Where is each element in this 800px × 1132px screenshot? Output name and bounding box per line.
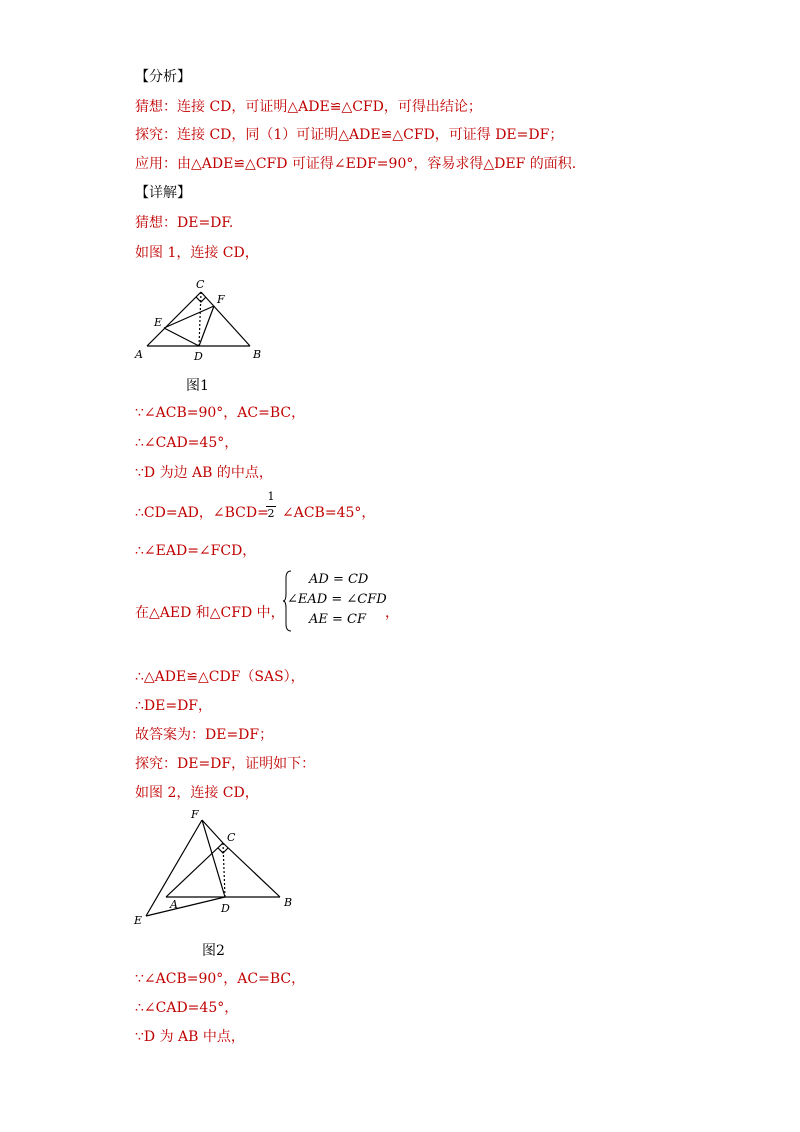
text-line: ∵∠ACB=90°，AC=BC，	[135, 971, 306, 987]
segment-ed	[146, 897, 225, 916]
heading-solution: 【详解】	[135, 185, 191, 201]
label-a: A	[170, 898, 178, 911]
text-line: 如图 1，连接 CD，	[135, 245, 259, 261]
label-f: F	[191, 808, 199, 821]
segment-cb	[201, 292, 250, 346]
text-line: ∴△ADE≌△CDF（SAS），	[135, 669, 305, 685]
text-line: 故答案为：DE=DF；	[135, 727, 274, 743]
label-c: C	[227, 831, 236, 844]
label-f: F	[217, 293, 225, 306]
text-line: 猜想：连接 CD，可证明△ADE≌△CFD，可得出结论；	[135, 99, 482, 115]
text-line: 猜想：DE=DF.	[135, 215, 234, 231]
figure-1-diagram	[132, 275, 282, 370]
label-c: C	[196, 278, 205, 291]
text-line: ∴DE=DF，	[135, 698, 213, 714]
label-b: B	[284, 896, 293, 909]
segment-ac	[166, 843, 223, 897]
figure-2-diagram	[130, 806, 300, 931]
text-line: 在△AED 和△CFD 中，	[135, 605, 285, 621]
figure-1-caption: 图1	[186, 378, 209, 394]
text-line: ，	[385, 605, 399, 621]
text-line: 如图 2，连接 CD，	[135, 785, 259, 801]
text-line: ∵∠ACB=90°，AC=BC，	[135, 405, 306, 421]
label-b: B	[253, 348, 262, 361]
label-e: E	[134, 914, 143, 927]
text-line: ∵D 为 AB 中点，	[135, 1029, 245, 1045]
fraction-denominator: 2	[267, 507, 275, 520]
text-line: 探究：DE=DF，证明如下：	[135, 756, 316, 772]
label-d: D	[221, 902, 230, 915]
segment-fd	[202, 820, 225, 897]
text-line: 探究：连接 CD，同（1）可证明△ADE≌△CFD，可证得 DE=DF；	[135, 127, 564, 143]
label-d: D	[194, 350, 203, 363]
label-e: E	[154, 316, 163, 329]
heading-analysis: 【分析】	[135, 69, 191, 85]
text-line: ∴∠CAD=45°，	[135, 1000, 239, 1016]
system-row-1: AD = CD	[309, 572, 369, 587]
segment-ed	[164, 328, 199, 346]
figure-2-caption: 图2	[202, 943, 225, 959]
text-line: ∴CD=AD，∠BCD=	[135, 505, 269, 521]
equation-system	[283, 570, 393, 632]
segment-cb	[223, 843, 280, 897]
text-line: 应用：由△ADE≌△CFD 可证得∠EDF=90°，容易求得△DEF 的面积.	[135, 156, 577, 172]
text-line: ∴∠CAD=45°，	[135, 435, 239, 451]
text-line: ∵D 为边 AB 的中点，	[135, 465, 273, 481]
fraction-numerator: 1	[267, 490, 275, 503]
text-line: ∴∠EAD=∠FCD，	[135, 543, 257, 559]
system-row-3: AE = CF	[309, 612, 367, 627]
system-row-2: ∠EAD = ∠CFD	[287, 592, 387, 607]
label-a: A	[135, 348, 143, 361]
text-line: ∠ACB=45°，	[282, 505, 376, 521]
